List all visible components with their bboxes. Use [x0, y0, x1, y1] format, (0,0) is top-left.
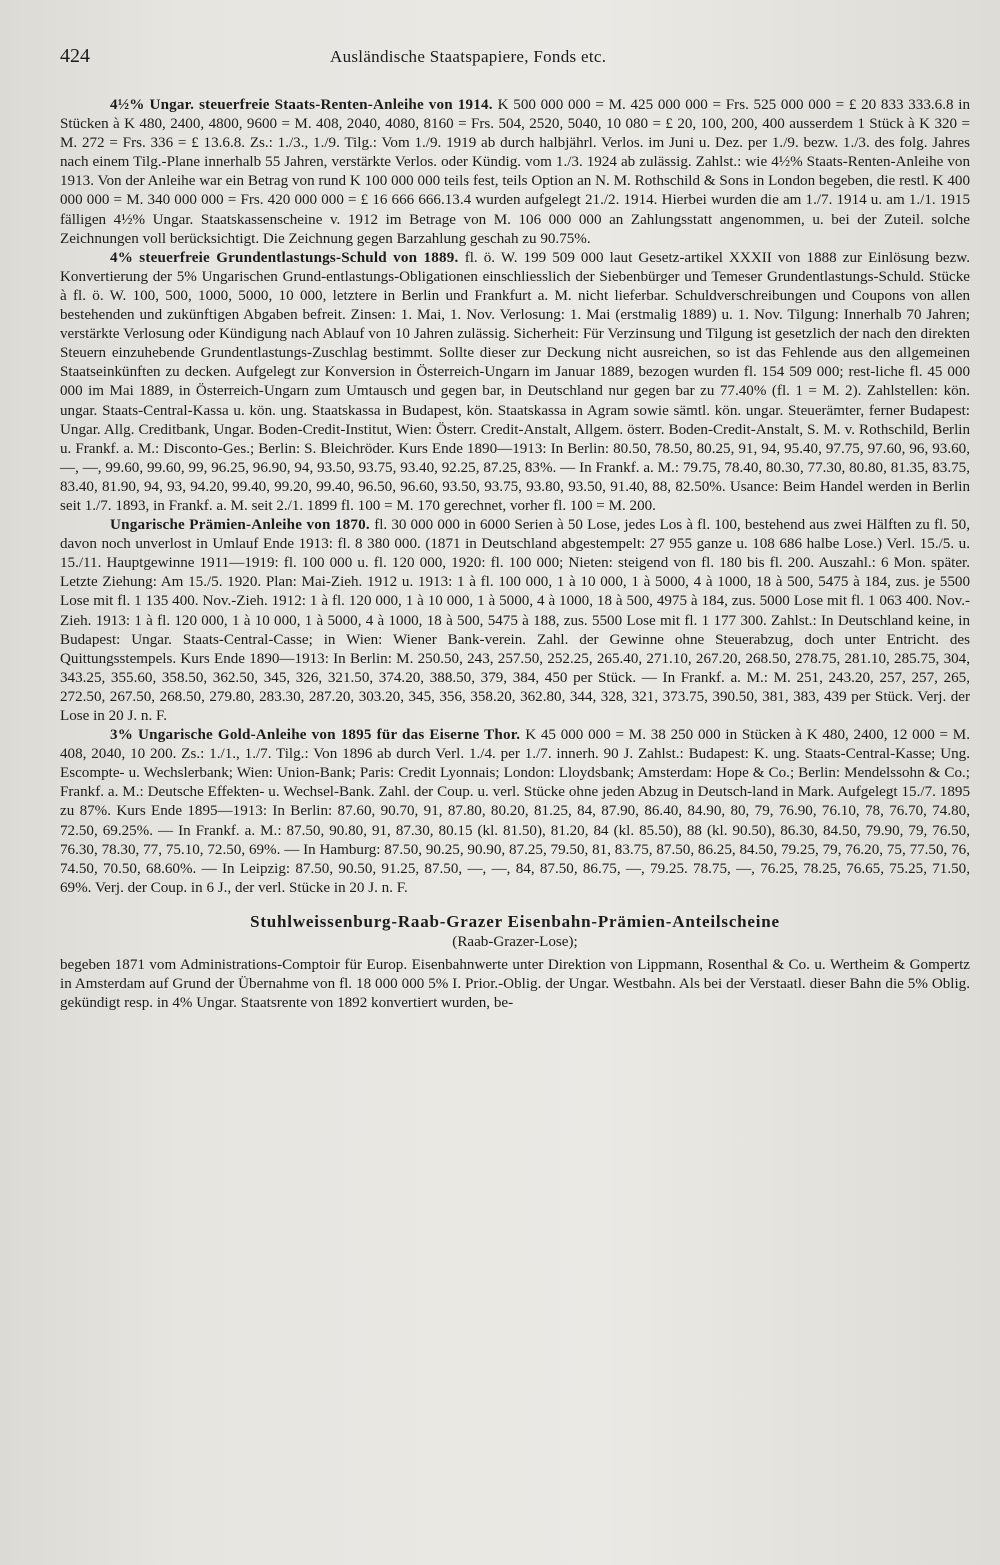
- entry-paragraph: [60, 96, 970, 249]
- entry-title: Ungarische Prämien-Anleihe von 1870.: [110, 517, 375, 534]
- running-title: Ausländische Staatspapiere, Fonds etc.: [330, 47, 607, 66]
- entry-text: K 45 000 000 = M. 38 250 000 in Stücken à K 480, 2400, 12 000 = M. 408, 2040, 10 200. Zs.: 1./1., 1./7. Tilg.: Von 1896 ab durch Verl. 1./4. per 1./7. innerh. 90 J. Zahlst.: Budapest: K. ung. Staats-Central-Kasse; Ung. Escompte- u. Wechslerbank; Wien: Union-Bank; Paris: Credit Lyonnais; London: Lloydsbank; Amsterdam: Hope & Co.; Berlin: Mendelssohn & Co.; Frankf. a. M.: Deutsche Effekten- u. Wechsel-Bank. Zahl. der Coup. u. verl. Stücke ohne jeden Abzug in Deutsch-land in Mark. Aufgelegt 15./7. 1895 zu 87%. Kurs Ende 1895—1913: In Berlin: 87.60, 90.70, 91, 87.80, 80.20, 81.25, 84, 87.90, 86.40, 84.90, 80, 79, 76.90, 76.10, 78, 76.70, 74.80, 72.50, 69.25%. — In Frankf. a. M.: 87.50, 90.80, 91, 87.30, 80.15 (kl. 81.50), 81.20, 84 (kl. 85.50), 88 (kl. 90.50), 86.30, 84.50, 79.90, 79, 76.50, 76.30, 78.30, 77, 75.10, 72.50, 69%. — In Hamburg: 87.50, 90.25, 90.90, 87.25, 79.50, 81, 83.75, 87.50, 86.25, 84.50, 79.25, 79, 76.20, 75, 77.50, 76, 74.50, 70.50, 68.60%. — In Leipzig: 87.50, 90.50, 91.25, 87.50, —, —, 84, 87.50, 86.75, —, 79.25. 78.75, —, 76.25, 78.25, 76.65, 75.25, 71.50, 69%. Verj. der Coup. in 6 J., der verl. Stücke in 20 J. n. F.: [60, 727, 970, 896]
- section-text: begeben 1871 vom Administrations-Comptoir für Europ. Eisenbahnwerte unter Direktion von Lippmann, Rosenthal & Co. u. Wertheim & Gompertz in Amsterdam auf Grund der Übernahme von fl. 18 000 000 5% I. Prior.-Oblig. der Ungar. Westbahn. Als bei der Verstaatl. dieser Bahn die 5% Oblig. gekündigt resp. in 4% Ungar. Staatsrente von 1892 konvertiert wurden, be-: [60, 957, 970, 1012]
- entry-title: 4% steuerfreie Grundentlastungs-Schuld von 1889.: [110, 249, 465, 266]
- entry-paragraph: [60, 726, 970, 898]
- body-text: [60, 96, 970, 1013]
- entry-text: fl. ö. W. 199 509 000 laut Gesetz-artikel XXXII von 1888 zur Einlösung bezw. Konvertierung der 5% Ungarischen Grund-entlastungs-Obligationen einschliesslich der Siebenbürger und Temeser Grundentlastungs-Schuld. Stücke à fl. ö. W. 100, 500, 1000, 5000, 10 000, letztere in Berlin und Frankfurt a. M. nicht lieferbar. Schuldverschreibungen und Coupons von allen bestehenden und zukünftigen Abgaben befreit. Zinsen: 1. Mai, 1. Nov. Verlosung: 1. Mai (erstmalig 1889) u. 1. Nov. Tilgung: Innerhalb 70 Jahren; verstärkte Verlosung oder Kündigung nach Ablauf von 10 Jahren zulässig. Sicherheit: Für Verzinsung und Tilgung ist gesetzlich der nach den direkten Steuern einzuhebende Grundentlastungs-Zuschlag bestimmt. Sollte dieser zur Deckung nicht ausreichen, so ist das Fehlende aus den allgemeinen Staatseinkünften zu decken. Aufgelegt zur Konversion in Österreich-Ungarn im Januar 1889, bezogen wurden fl. 154 509 000; rest-liche fl. 45 000 000 im Mai 1889, in Österreich-Ungarn zum Umtausch und gegen bar, in Deutschland nur gegen bar zu 77.40% (fl. 1 = M. 2). Zahlstellen: kön. ungar. Staats-Central-Kassa u. kön. ung. Staatskassa in Budapest, kön. Staatskassa in Agram sowie sämtl. kön. ungar. Steuerämter, ferner Budapest: Ungar. Allg. Creditbank, Ungar. Boden-Credit-Institut, Wien: Österr. Credit-Anstalt, Allgem. österr. Boden-Credit-Anstalt, S. M. v. Rothschild, Berlin u. Frankf. a. M.: Disconto-Ges.; Berlin: S. Bleichröder. Kurs Ende 1890—1913: In Berlin: 80.50, 78.50, 80.25, 91, 94, 95.40, 97.75, 97.60, 96, 93.60, —, —, 99.60, 99.60, 99, 96.25, 96.90, 94, 93.50, 93.75, 93.40, 92.25, 87.25, 83%. — In Frankf. a. M.: 79.75, 78.40, 80.30, 77.30, 80.80, 81.35, 83.75, 83.40, 81.90, 94, 93, 94.20, 99.40, 99.20, 99.40, 96.50, 96.60, 93.50, 93.75, 93.80, 93.50, 91.40, 88, 82.50%. Usance: Beim Handel werden in Berlin seit 1./7. 1893, in Frankf. a. M. seit 2./1. 1899 fl. 100 = M. 170 gerechnet, vorher fl. 100 = M. 200.: [60, 249, 970, 514]
- page-header: [60, 45, 930, 75]
- section-title: Stuhlweissenburg-Raab-Grazer Eisenbahn-Prämien-Anteilscheine: [250, 911, 780, 931]
- page-number: 424: [60, 45, 90, 67]
- entry-paragraph: [60, 516, 970, 726]
- entry-title: 3% Ungarische Gold-Anleihe von 1895 für das Eiserne Thor.: [110, 727, 526, 744]
- entry-text: K 500 000 000 = M. 425 000 000 = Frs. 525 000 000 = £ 20 833 333.6.8 in Stücken à K 480, 2400, 4800, 9600 = M. 408, 2040, 4080, 8160 = Frs. 504, 2520, 5040, 10 080 = £ 20, 100, 200, 400 ausserdem 1 Stück à K 320 = M. 272 = Frs. 336 = £ 13.6.8. Zs.: 1./3., 1./9. Tilg.: Vom 1./9. 1919 ab durch halbjährl. Verlos. im Juni u. Dez. per 1./9. bezw. 1./3. des folg. Jahres nach einem Tilg.-Plane innerhalb 55 Jahren, verstärkte Verlos. oder Kündig. vom 1./3. 1924 ab zulässig. Zahlst.: wie 4½% Staats-Renten-Anleihe von 1913. Von der Anleihe war ein Betrag von rund K 100 000 000 teils fest, teils Option an N. M. Rothschild & Sons in London begeben, die restl. K 400 000 000 = M. 340 000 000 = Frs. 420 000 000 = £ 16 666 666.13.4 wurden aufgelegt 21./2. 1914. Hierbei wurden die am 1./7. 1914 u. am 1./1. 1915 fälligen 4½% Ungar. Staatskassenscheine v. 1912 im Betrage von M. 106 000 000 an Zahlungsstatt angenommen, u. bei der Zuteil. solche Zeichnungen voll berücksichtigt. Die Zeichnung gegen Barzahlung geschah zu 90.75%.: [60, 97, 970, 247]
- section-subtitle: (Raab-Grazer-Lose);: [452, 934, 578, 951]
- entry-title: 4½% Ungar. steuerfreie Staats-Renten-Anleihe von 1914.: [110, 97, 498, 113]
- entry-text: fl. 30 000 000 in 6000 Serien à 50 Lose, jedes Los à fl. 100, bestehend aus zwei Hälften zu fl. 50, davon noch unverlost in Umlauf Ende 1913: fl. 8 380 000. (1871 in Deutschland abgestempelt: 27 955 ganze u. 108 686 halbe Lose.) Verl. 15./5. u. 15./11. Hauptgewinne 1911—1919: fl. 100 000 u. fl. 120 000, 1920: fl. 100 000; Nieten: steigend von fl. 180 bis fl. 200. Auszahl.: 6 Mon. später. Letzte Ziehung: Am 15./5. 1920. Plan: Mai-Zieh. 1912 u. 1913: 1 à fl. 100 000, 1 à 10 000, 1 à 5000, 4 à 1000, 18 à 500, 5475 à 184, zus. je 5500 Lose mit fl. 1 135 400. Nov.-Zieh. 1912: 1 à fl. 120 000, 1 à 10 000, 1 à 5000, 4 à 1000, 18 à 500, 4975 à 184, zus. 5000 Lose mit fl. 1 063 400. Nov.-Zieh. 1913: 1 à fl. 120 000, 1 à 10 000, 1 à 5000, 4 à 1000, 18 à 500, 5475 à 188, zus. 5500 Lose mit fl. 1 177 300. Zahlst.: In Deutschland keine, in Budapest: Ungar. Staats-Central-Casse; in Wien: Wiener Bank-verein. Zahl. der Gewinne ohne Steuerabzug, doch unter Entricht. des Quittungsstempels. Kurs Ende 1890—1913: In Berlin: M. 250.50, 243, 257.50, 252.25, 265.40, 271.10, 267.20, 268.50, 278.75, 281.10, 285.75, 304, 343.25, 355.60, 358.50, 362.50, 345, 326, 321.50, 374.20, 388.50, 379, 384, 450 per Stück. — In Frankf. a. M.: M. 251, 243.20, 257, 257, 265, 272.50, 267.50, 268.50, 279.80, 283.30, 287.20, 303.20, 345, 356, 358.20, 362.80, 344, 328, 321, 373.75, 390.50, 381, 383, 439 per Stück. Verj. der Lose in 20 J. n. F.: [60, 517, 970, 724]
- entry-paragraph: [60, 249, 970, 516]
